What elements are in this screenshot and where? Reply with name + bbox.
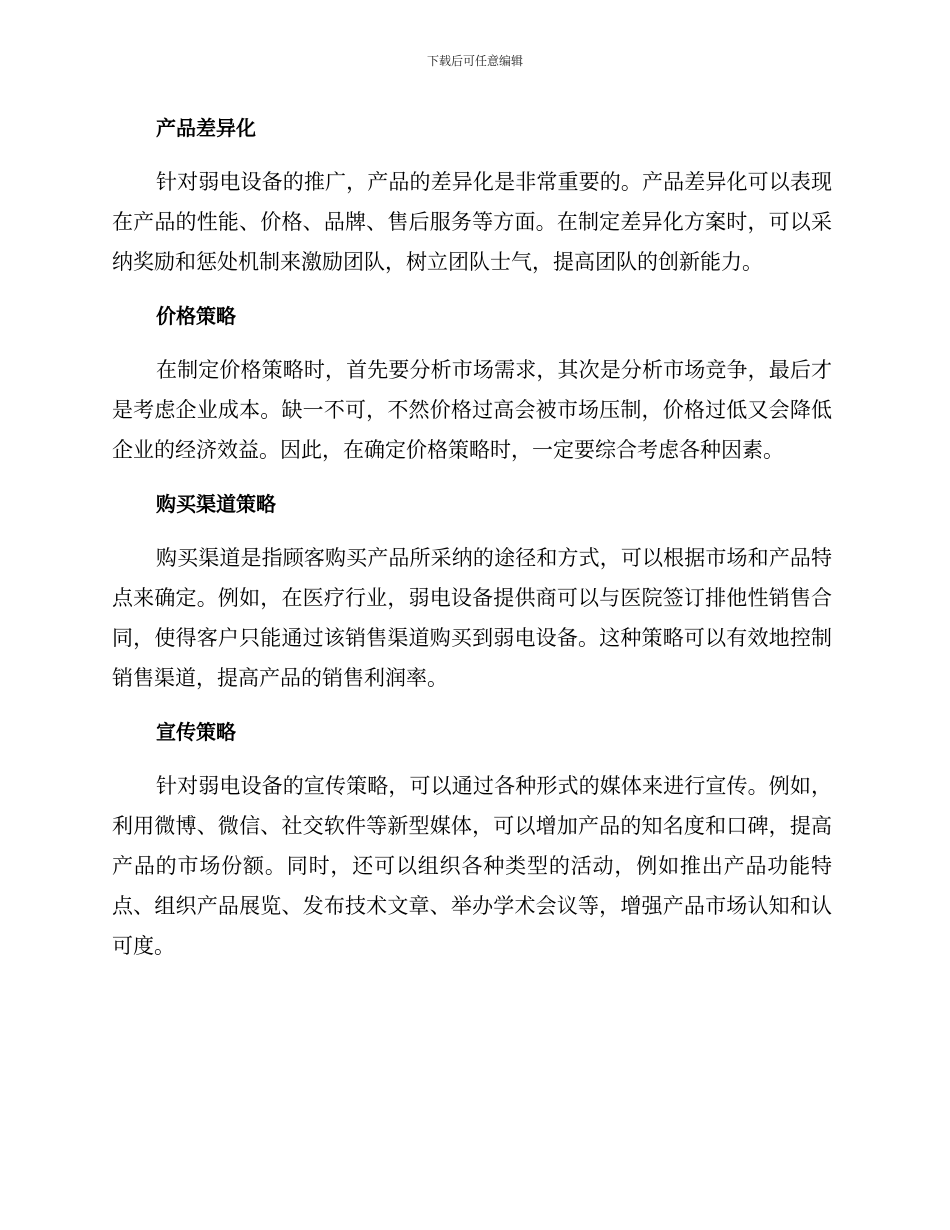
section-product-differentiation	[112, 108, 832, 282]
section-channel-strategy	[112, 484, 832, 698]
section-paragraph: 购买渠道是指顾客购买产品所采纳的途径和方式，可以根据市场和产品特点来确定。例如，在医疗行业，弱电设备提供商可以与医院签订排他性销售合同，使得客户只能通过该销售渠道购买到弱电设备。这种策略可以有效地控制销售渠道，提高产品的销售利润率。	[112, 546, 832, 690]
section-paragraph: 在制定价格策略时，首先要分析市场需求，其次是分析市场竞争，最后才是考虑企业成本。缺一不可，不然价格过高会被市场压制，价格过低又会降低企业的经济效益。因此，在确定价格策略时，一定要综合考虑各种因素。	[112, 358, 832, 462]
page-header-note: 下载后可任意编辑	[426, 54, 523, 68]
section-paragraph: 针对弱电设备的推广，产品的差异化是非常重要的。产品差异化可以表现在产品的性能、价格、品牌、售后服务等方面。在制定差异化方案时，可以采纳奖励和惩处机制来激励团队，树立团队士气，提高团队的创新能力。	[112, 170, 832, 274]
section-pricing-strategy	[112, 296, 832, 470]
section-title: 产品差异化	[156, 116, 256, 140]
document-body	[112, 108, 832, 980]
section-title: 购买渠道策略	[156, 492, 276, 516]
section-title: 宣传策略	[156, 720, 236, 744]
section-paragraph: 针对弱电设备的宣传策略，可以通过各种形式的媒体来进行宣传。例如，利用微博、微信、社交软件等新型媒体，可以增加产品的知名度和口碑，提高产品的市场份额。同时，还可以组织各种类型的活动，例如推出产品功能特点、组织产品展览、发布技术文章、举办学术会议等，增强产品市场认知和认可度。	[112, 774, 832, 958]
section-promotion-strategy	[112, 712, 832, 966]
section-title: 价格策略	[156, 304, 236, 328]
